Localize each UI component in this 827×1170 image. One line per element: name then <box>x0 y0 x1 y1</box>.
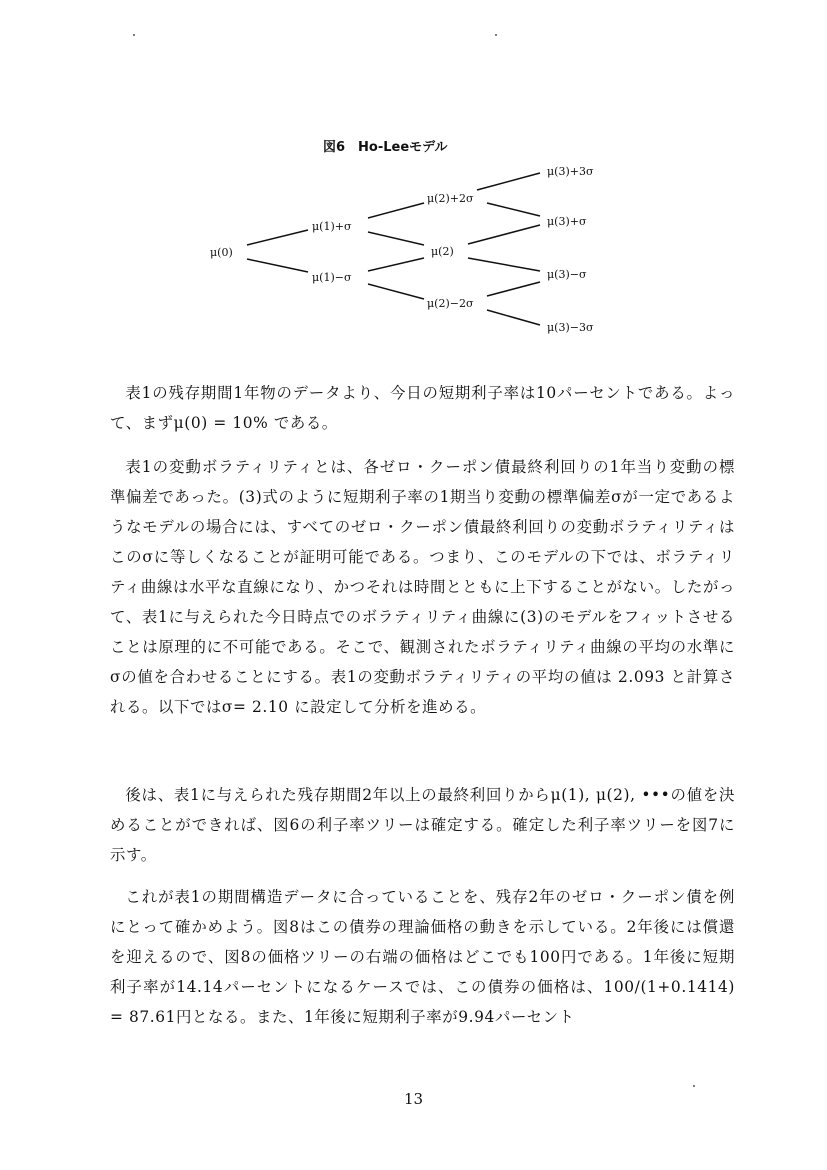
node-mu2-down: μ(2)−2σ <box>427 297 474 310</box>
branch-mu2mid-mu3up1 <box>468 225 540 244</box>
page-number: 13 <box>403 1090 424 1108</box>
paragraph: これが表1の期間構造データに合っていることを、残存2年のゼロ・クーポン債を例にとって確かめよう。図8はこの債券の理論価格の動きを示している。2年後には償還を迎えるので、図8の価格ツリーの右端の価格はどこでも100円である。1年後に短期利子率が14.14パーセントになるケースでは、この債券の価格は、100/(1+0.1414) = 87.61円となる。また、1年後に短期利子率が9.94パーセント <box>110 888 735 1026</box>
node-mu2-mid: μ(2) <box>431 245 454 258</box>
paragraph: 表1の変動ボラティリティとは、各ゼロ・クーポン債最終利回りの1年当り変動の標準偏差であった。(3)式のように短期利子率の1期当り変動の標準偏差σが一定であるようなモデルの場合には、すべてのゼロ・クーポン債最終利回りの変動ボラティリティはこのσに等しくなることが証明可能である。つまり、このモデルの下では、ボラティリティ曲線は水平な直線になり、かつそれは時間とともに上下することがない。したがって、表1に与えられた今日時点でのボラティリティ曲線に(3)のモデルをフィットさせることは原理的に不可能である。そこで、観測されたボラティリティ曲線の平均の水準にσの値を合わせることにする。表1の変動ボラティリティの平均の値は 2.093 と計算される。以下ではσ= 2.10 に設定して分析を進める。 <box>110 458 735 716</box>
node-mu1-up: μ(1)+σ <box>312 220 352 233</box>
branch-mu2mid-mu3down1 <box>468 258 540 271</box>
node-mu3-down1: μ(3)−σ <box>547 268 587 281</box>
branch-mu0-mu1down <box>247 259 308 272</box>
branch-mu1down-mu2mid <box>368 258 424 271</box>
node-mu3-up3: μ(3)+3σ <box>547 165 594 178</box>
branch-mu2down-mu3down3 <box>487 310 540 325</box>
branch-mu2up-mu3up3 <box>477 173 540 190</box>
node-mu1-down: μ(1)−σ <box>312 271 352 284</box>
paragraph: 表1の残存期間1年物のデータより、今日の短期利子率は10パーセントである。よって、まずμ(0) = 10% である。 <box>110 384 735 432</box>
branch-mu2down-mu3down1 <box>487 282 540 296</box>
branch-mu1up-mu2up <box>368 203 424 218</box>
ho-lee-tree-figure <box>0 0 827 370</box>
scan-speck <box>133 34 135 36</box>
node-mu0: μ(0) <box>210 246 233 259</box>
node-mu3-up1: μ(3)+σ <box>547 215 587 228</box>
branch-mu1down-mu2down <box>368 284 424 299</box>
branch-mu1up-mu2mid <box>368 232 424 245</box>
paragraph: 後は、表1に与えられた残存期間2年以上の最終利回りからμ(1), μ(2), •••の値を決めることができれば、図6の利子率ツリーは確定する。確定した利子率ツリーを図7に示す。 <box>110 786 735 864</box>
node-mu2-up: μ(2)+2σ <box>427 192 474 205</box>
figure-title: 図6 Ho-Leeモデル <box>323 140 448 155</box>
scan-speck <box>693 1085 695 1087</box>
branch-mu0-mu1up <box>247 230 308 245</box>
node-mu3-down3: μ(3)−3σ <box>547 321 594 334</box>
scan-speck <box>495 34 497 36</box>
branch-mu2up-mu3up1 <box>487 203 540 216</box>
